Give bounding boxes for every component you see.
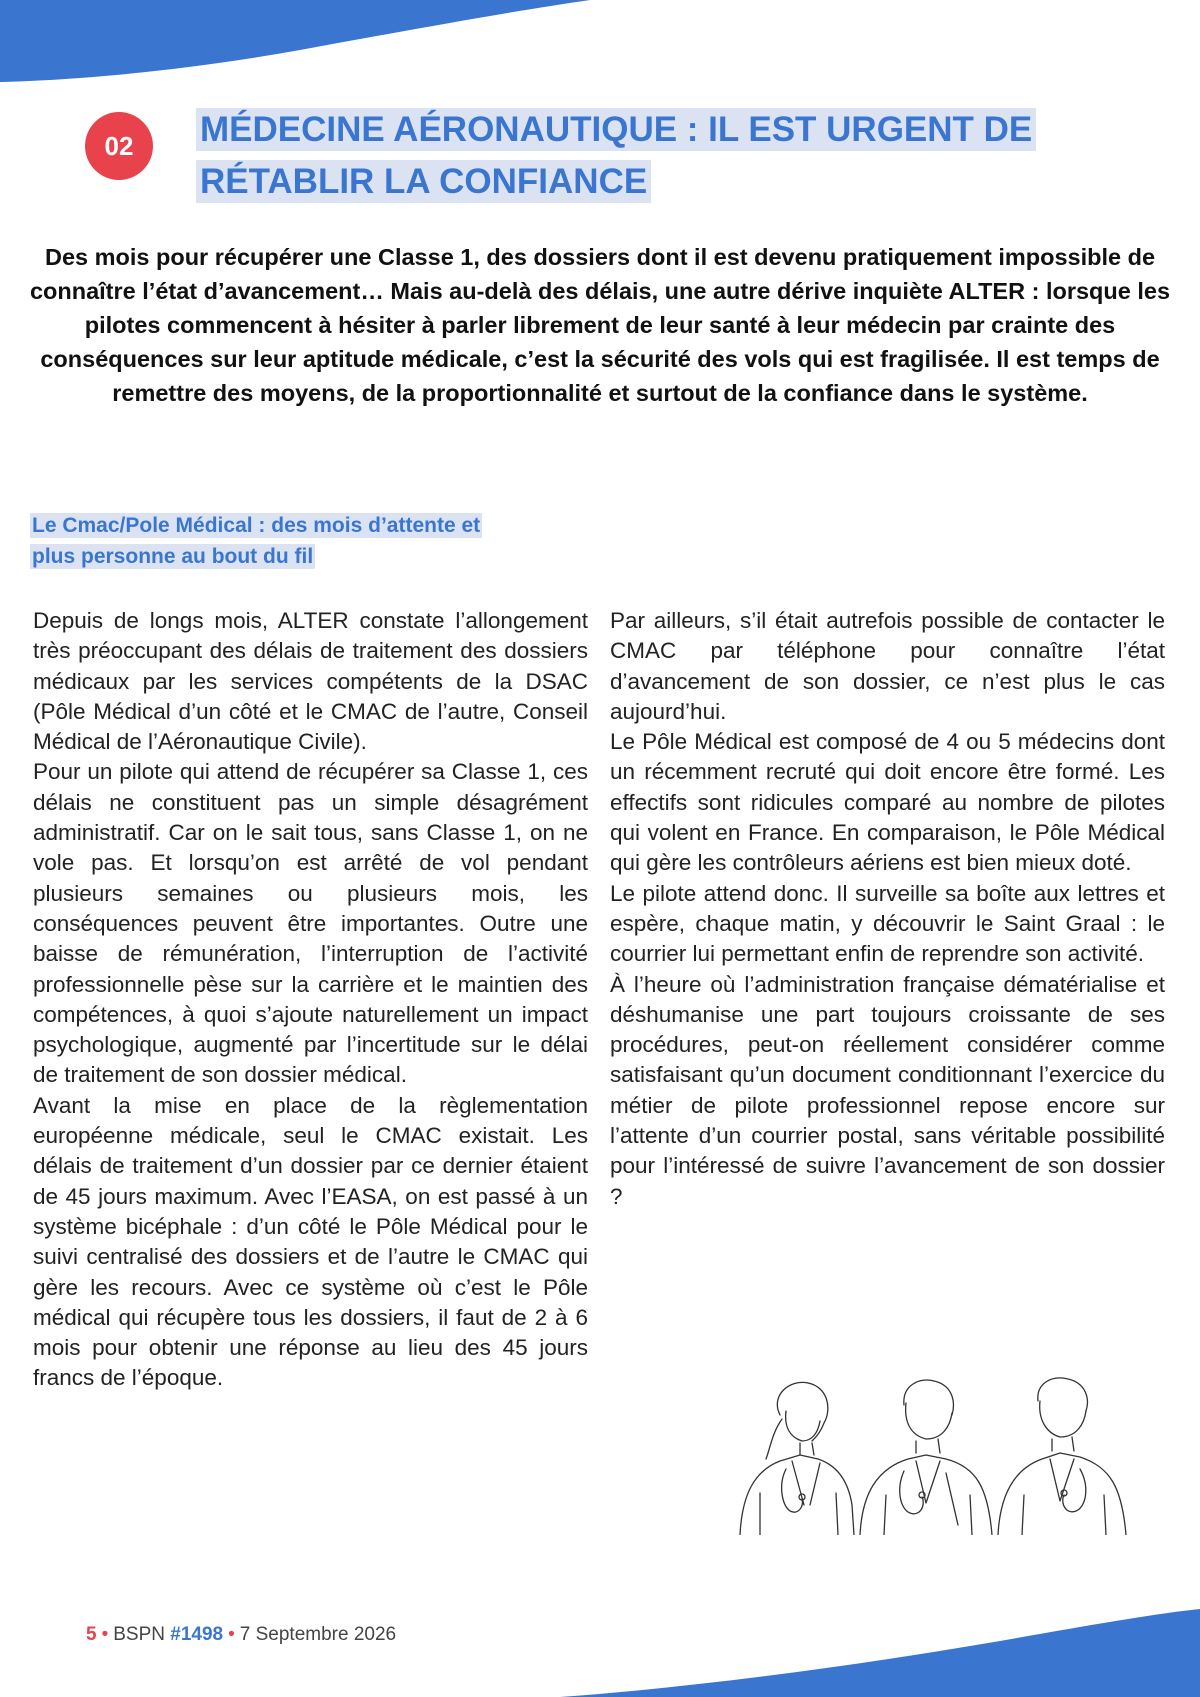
top-wave-decoration xyxy=(0,0,1200,90)
footer-separator-dot: • xyxy=(101,1624,109,1645)
doctor-left-figure xyxy=(740,1382,854,1535)
title-line-2: RÉTABLIR LA CONFIANCE xyxy=(196,160,651,203)
page-number: 5 xyxy=(86,1624,97,1645)
section-number-badge: 02 xyxy=(85,112,153,180)
subheading-line-2: plus personne au bout du fil xyxy=(32,545,314,568)
doctor-right-figure xyxy=(998,1378,1126,1535)
page-title xyxy=(196,104,1076,208)
intro-paragraph: Des mois pour récupérer une Classe 1, des dossiers dont il est devenu pratiquement impossible de connaître l’état d’avancement… Mais au-delà des délais, une autre dérive inquiète ALTER : lorsque les pilotes commencent à hésiter à parler librement de leur santé à leur médecin par crainte des conséquences sur leur aptitude médicale, c’est la sécurité des vols qui est fragilisée. Il est temps de remettre des moyens, de la proportionnalité et surtout de la confiance dans le système. xyxy=(29,244,1171,406)
doctor-middle-figure xyxy=(860,1380,992,1535)
left-column xyxy=(33,606,588,1394)
doctors-illustration xyxy=(720,1375,1140,1535)
title-line-1: MÉDECINE AÉRONAUTIQUE : IL EST URGENT DE xyxy=(196,108,1036,151)
subheading-line-1: Le Cmac/Pole Médical : des mois d’attente et xyxy=(32,514,481,537)
body-paragraph: Le Pôle Médical est composé de 4 ou 5 médecins dont un récemment recruté qui doit encore être formé. Les effectifs sont ridicules comparé au nombre de pilotes qui volent en France. En comparaison, le Pôle Médical qui gère les contrôleurs aériens est bien mieux doté. xyxy=(610,729,1165,876)
body-paragraph: Par ailleurs, s’il était autrefois possible de contacter le CMAC par téléphone pour connaître l’état d’avancement de son dossier, ce n’est plus le cas aujourd’hui. xyxy=(610,608,1165,724)
right-column xyxy=(610,606,1165,1212)
body-paragraph: À l’heure où l’administration française dématérialise et déshumanise une part toujours croissante de ses procédures, peut-on réellement considérer comme satisfaisant qu’un document conditionnant l’exercice du métier de pilote professionnel repose encore sur l’attente d’un courrier postal, sans véritable possibilité pour l’intéressé de suivre l’avancement de son dossier ? xyxy=(610,971,1165,1209)
body-paragraph: Depuis de longs mois, ALTER constate l’allongement très préoccupant des délais de traitement des dossiers médicaux par les services compétents de la DSAC (Pôle Médical d’un côté et le CMAC de l’autre, Conseil Médical de l’Aéronautique Civile). xyxy=(33,608,588,755)
footer-separator-dot: • xyxy=(228,1624,235,1645)
issue-number: #1498 xyxy=(170,1624,224,1645)
body-paragraph: Avant la mise en place de la règlementation européenne médicale, seul le CMAC existait. Les délais de traitement d’un dossier par ce dernier étaient de 45 jours maximum. Avec l’EASA, on est passé à un système bicéphale : d’un côté le Pôle Médical pour le suivi centralisé des dossiers et de l’autre le CMAC qui gère les recours. Avec ce système où c’est le Pôle médical qui récupère tous les dossiers, il faut de 2 à 6 mois pour obtenir une réponse au lieu des 45 jours francs de l’époque. xyxy=(33,1092,588,1391)
body-paragraph: Le pilote attend donc. Il surveille sa boîte aux lettres et espère, chaque matin, y découvrir le Saint Graal : le courrier lui permettant enfin de reprendre son activité. xyxy=(610,880,1165,967)
publication-name: BSPN xyxy=(113,1624,165,1645)
body-paragraph: Pour un pilote qui attend de récupérer sa Classe 1, ces délais ne constituent pas un simple désagrément administratif. Car on le sait tous, sans Classe 1, on ne vole pas. Et lorsqu’on est arrêté de vol pendant plusieurs semaines ou plusieurs mois, les conséquences peuvent être importantes. Outre une baisse de rémunération, l’interruption de l’activité professionnelle pèse sur la carrière et le maintien des compétences, à quoi s’ajoute naturellement un impact psychologique, augmenté par l’incertitude sur le délai de traitement de son dossier médical. xyxy=(33,759,588,1088)
bottom-wave-decoration xyxy=(0,1587,1200,1697)
publication-date: 7 Septembre 2026 xyxy=(239,1624,397,1645)
section-subheading xyxy=(30,510,590,572)
